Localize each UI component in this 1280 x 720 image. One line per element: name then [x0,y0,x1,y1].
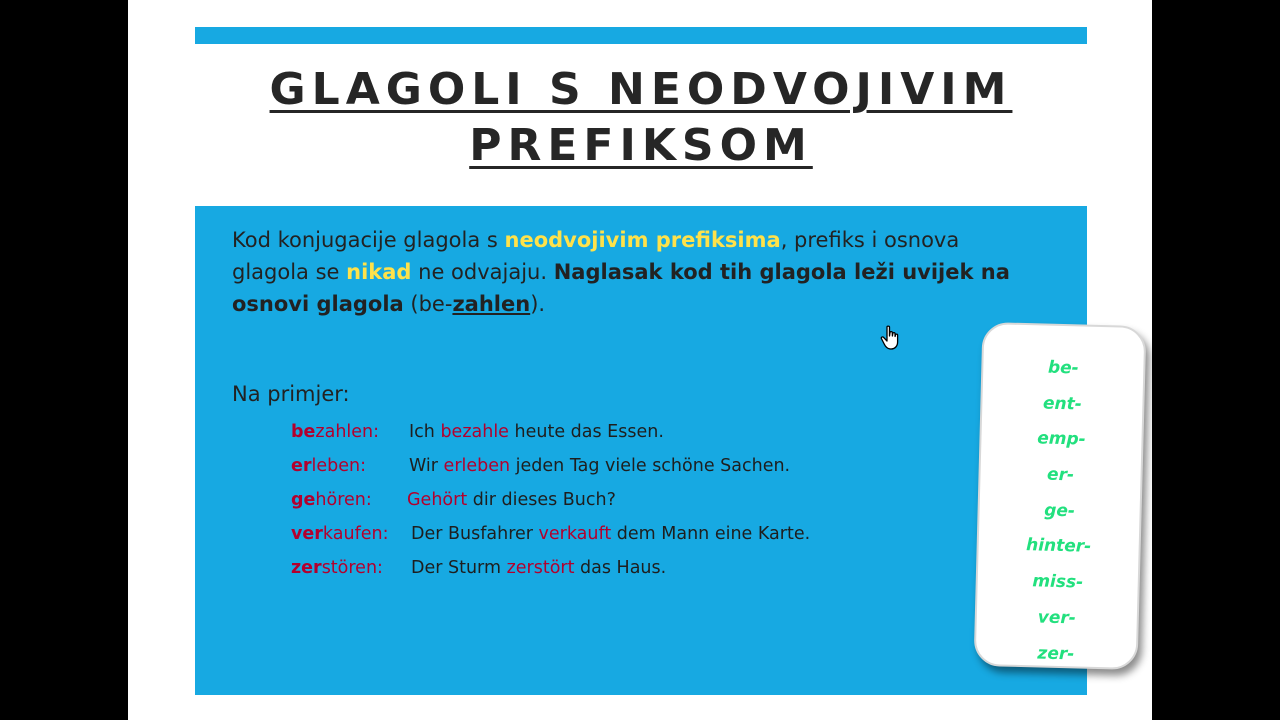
hand-pointer-icon [880,325,902,351]
intro-text-4: (be- [403,292,453,316]
prefix-item: ge- [1043,500,1076,522]
intro-text-2: , prefiks i osnova glagola se [232,228,960,284]
example-sentence: Gehört dir dieses Buch? [407,490,616,510]
example-sentence: Ich bezahle heute das Essen. [409,422,664,442]
intro-bold: Naglasak kod tih glagola leži uvijek na osnovi glagola [232,260,1010,316]
intro-highlight-2: nikad [346,260,412,284]
top-accent-bar [195,27,1087,44]
prefix-item: hinter- [1025,535,1092,558]
example-sentence: Wir erleben jeden Tag viele schöne Sachen. [409,456,791,476]
title-line-2: PREFIKSOM [469,120,813,171]
example-verb: erleben: [291,456,366,476]
slide-title [195,62,1087,174]
prefix-item: miss- [1032,571,1084,593]
intro-stem-example: zahlen [452,292,531,316]
title-line-1: GLAGOLI S NEODVOJIVIM [269,64,1013,115]
example-verb: verkaufen: [291,524,389,544]
example-sentence: Der Sturm zerstört das Haus. [411,558,667,578]
example-verb: zerstören: [291,558,383,578]
prefix-item: er- [1046,464,1075,486]
prefix-item: emp- [1036,428,1086,451]
prefix-item: ent- [1042,393,1083,415]
prefix-item: zer- [1037,642,1075,664]
example-verb: gehören: [291,490,372,510]
intro-text-3: ne odvajaju. [411,260,554,284]
examples-heading: Na primjer: [232,382,350,406]
intro-paragraph [232,224,1012,320]
slide [128,0,1152,720]
intro-text-1: Kod konjugacije glagola s [232,228,505,252]
intro-text-5: ). [530,292,546,316]
intro-highlight-1: neodvojivim prefiksima [504,228,781,252]
content-box [195,206,1092,695]
prefix-list [975,352,1143,677]
prefix-card [974,322,1147,670]
example-sentence: Der Busfahrer verkauft dem Mann eine Karte. [411,524,811,544]
prefix-item: ver- [1037,607,1077,629]
prefix-item: be- [1047,357,1079,379]
example-verb: bezahlen: [291,422,380,442]
